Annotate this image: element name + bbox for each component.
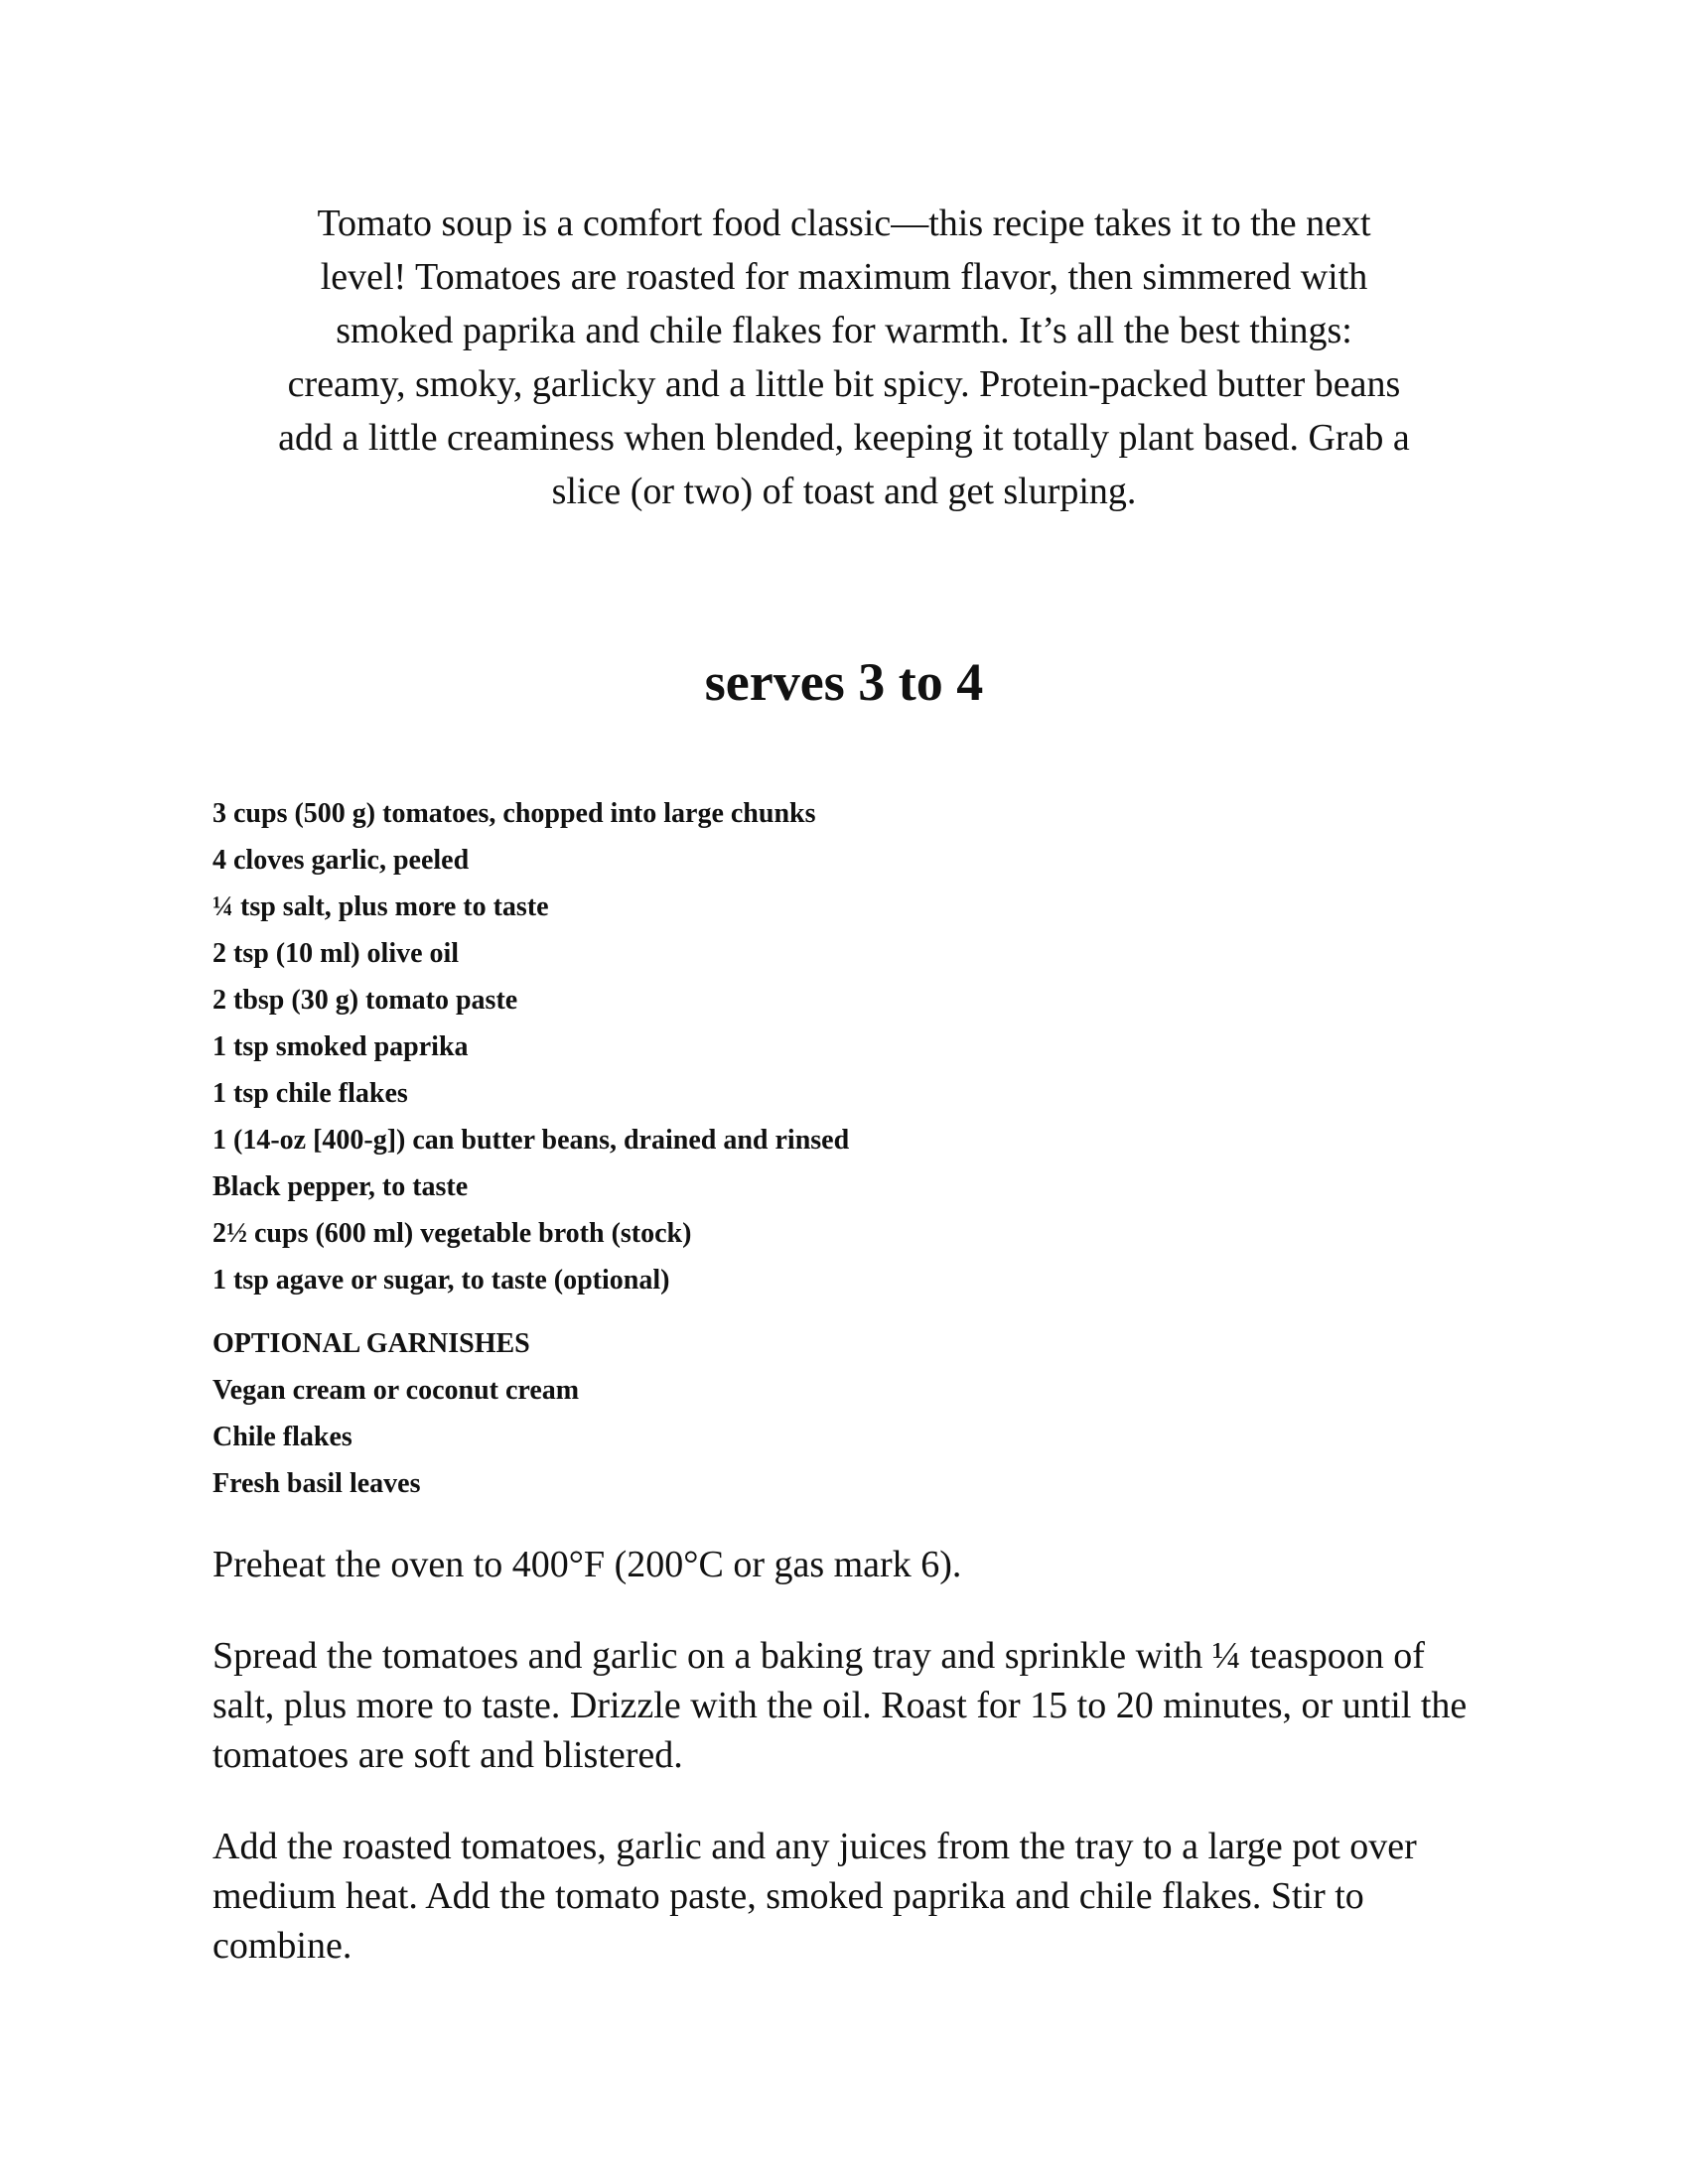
instruction-step: Preheat the oven to 400°F (200°C or gas mark 6). xyxy=(212,1544,962,1585)
ingredient-item: 1 (14-oz [400-g]) can butter beans, drained and rinsed xyxy=(212,1125,850,1156)
ingredient-item: 2 tsp (10 ml) olive oil xyxy=(212,938,460,969)
garnish-item: Fresh basil leaves xyxy=(212,1468,421,1499)
garnish-heading: OPTIONAL GARNISHES xyxy=(212,1328,530,1359)
instruction-steps xyxy=(212,1540,1493,2012)
ingredient-item: ¼ tsp salt, plus more to taste xyxy=(212,891,549,922)
ingredient-list xyxy=(212,790,1404,1303)
garnish-section xyxy=(212,1320,1404,1507)
ingredient-item: 2 tbsp (30 g) tomato paste xyxy=(212,985,518,1016)
garnish-item: Vegan cream or coconut cream xyxy=(212,1375,580,1406)
ingredient-item: 1 tsp smoked paprika xyxy=(212,1031,469,1062)
ingredient-item: 3 cups (500 g) tomatoes, chopped into large chunks xyxy=(212,798,816,829)
garnish-item: Chile flakes xyxy=(212,1422,352,1452)
recipe-intro: Tomato soup is a comfort food classic—this recipe takes it to the next level! Tomatoes are roasted for maximum flavor, then simmered with smoked paprika and chile flakes for warmth. It’s all the best things: creamy, smoky, garlicky and a little bit spicy. Protein-packed butter beans add a little creaminess when blended, keeping it totally plant based. Grab a slice (or two) of toast and get slurping. xyxy=(278,203,1410,512)
garnish-list xyxy=(212,1367,1404,1507)
ingredient-item: 1 tsp chile flakes xyxy=(212,1078,408,1109)
ingredient-item: 4 cloves garlic, peeled xyxy=(212,845,470,876)
ingredient-item: Black pepper, to taste xyxy=(212,1171,469,1202)
ingredient-item: 2½ cups (600 ml) vegetable broth (stock) xyxy=(212,1218,692,1249)
servings-heading: serves 3 to 4 xyxy=(704,652,984,712)
instruction-step: Add the roasted tomatoes, garlic and any juices from the tray to a large pot over medium heat. Add the tomato paste, smoked paprika and chile flakes. Stir to combine. xyxy=(212,1826,1417,1967)
instruction-step: Spread the tomatoes and garlic on a baking tray and sprinkle with ¼ teaspoon of salt, plus more to taste. Drizzle with the oil. Roast for 15 to 20 minutes, or until the tomatoes are soft and blistered. xyxy=(212,1635,1468,1776)
ingredient-item: 1 tsp agave or sugar, to taste (optional) xyxy=(212,1265,670,1296)
